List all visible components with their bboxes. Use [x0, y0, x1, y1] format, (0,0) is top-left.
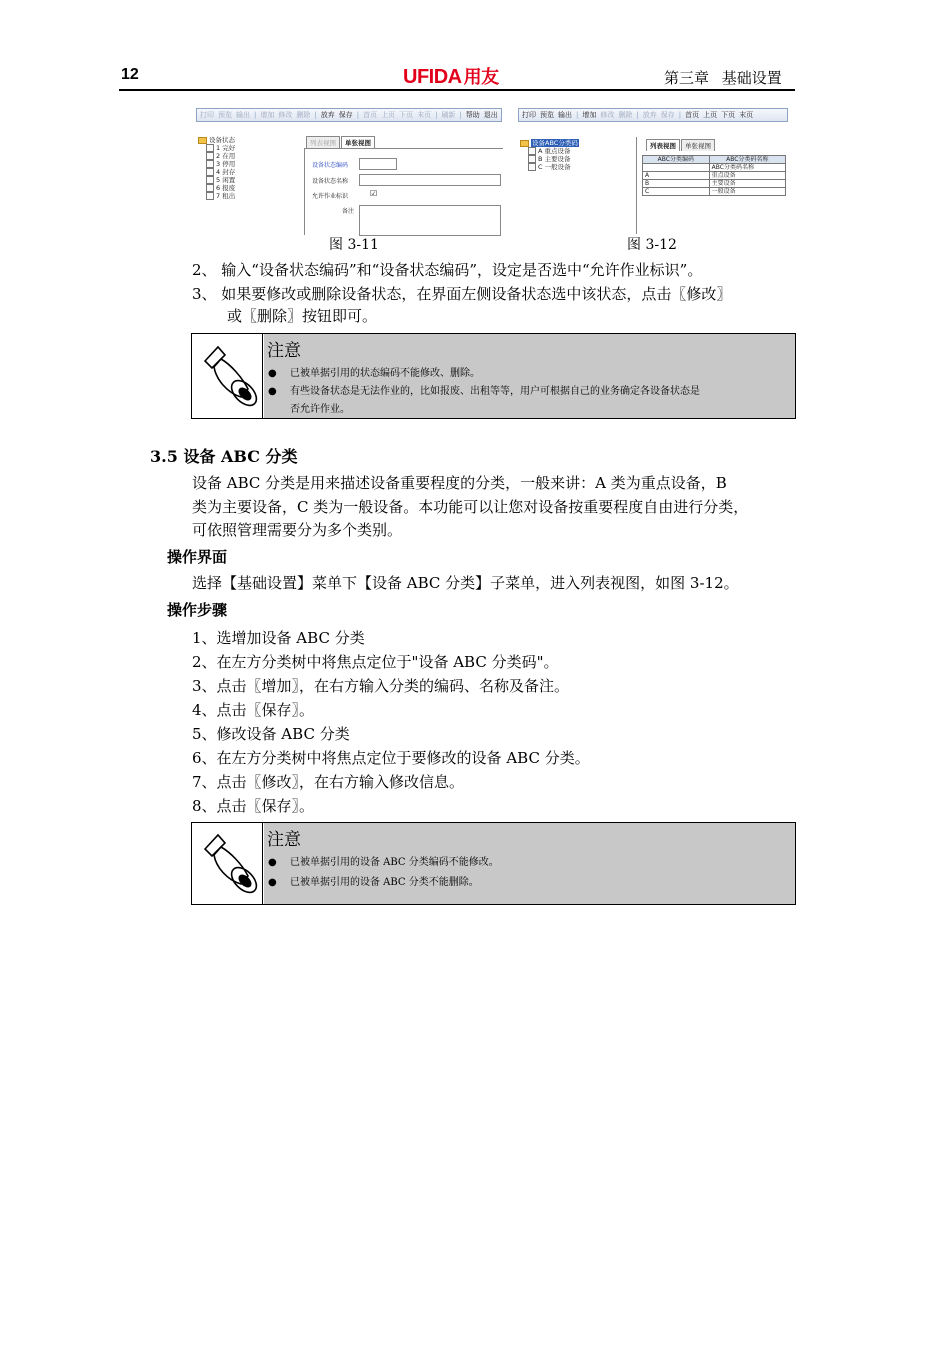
- toolbar-button[interactable]: 末页: [739, 111, 754, 119]
- allow-flag-checkbox[interactable]: ☑: [370, 189, 378, 198]
- toolbar-button[interactable]: 打印: [200, 111, 214, 119]
- tree-item[interactable]: [198, 184, 235, 192]
- toolbar-button[interactable]: 增加: [582, 111, 597, 119]
- toolbar-button[interactable]: 末页: [417, 111, 432, 119]
- toolbar-button[interactable]: 首页: [363, 111, 378, 119]
- status-name-input[interactable]: [359, 174, 501, 186]
- ui-description: 选择【基础设置】菜单下【设备 ABC 分类】子菜单，进入列表视图，如图 3-12。: [192, 574, 739, 592]
- toolbar-button[interactable]: 输出: [236, 111, 250, 119]
- tab-card-view[interactable]: 单张视图: [341, 136, 375, 148]
- caption-3-11: 图 3-11: [329, 237, 379, 253]
- tree-item-label: 5 闲置: [216, 176, 236, 184]
- toolbar-button[interactable]: 放弃: [320, 111, 335, 119]
- step-item: 8、点击〖保存〗。: [192, 797, 315, 815]
- tree-item-label: 1 完好: [216, 144, 236, 152]
- section-para-line1: 设备 ABC 分类是用来描述设备重要程度的分类，一般来讲：A 类为重点设备，B: [192, 474, 727, 492]
- toolbar-separator: |: [576, 111, 579, 119]
- tree-root-node[interactable]: 设备状态: [198, 136, 235, 144]
- fig12-tree-border: [518, 137, 637, 234]
- tree-item-label: C 一般设备: [538, 163, 571, 171]
- toolbar-button[interactable]: 修改: [600, 111, 615, 119]
- step-3-line1: 3、 如果要修改或删除设备状态，在界面左侧设备状态选中该状态，点击〖修改〗: [192, 285, 732, 303]
- note-bullet-cont: 否允许作业。: [290, 404, 350, 415]
- note-body-1: [264, 334, 795, 418]
- toolbar-separator: |: [678, 111, 682, 119]
- tree-item[interactable]: [198, 192, 235, 200]
- toolbar-button[interactable]: 上页: [703, 111, 718, 119]
- document-icon: [206, 160, 214, 168]
- step-item: 7、点击〖修改〗，在右方输入修改信息。: [192, 773, 465, 791]
- grid-header-name[interactable]: ABC分类码名称: [709, 156, 785, 164]
- tree-item-label: A 重点设备: [538, 147, 571, 155]
- tab-list-view[interactable]: 列表视图: [306, 136, 340, 148]
- fig12-tabs: [646, 139, 716, 151]
- toolbar-button[interactable]: 修改: [278, 111, 293, 119]
- toolbar-button[interactable]: 删除: [618, 111, 633, 119]
- bell-icon: [192, 823, 263, 904]
- tree-item[interactable]: [198, 144, 235, 152]
- note-body-2: [264, 823, 795, 904]
- section-heading: 3.5 设备 ABC 分类: [150, 447, 298, 466]
- folder-icon: [198, 137, 207, 144]
- toolbar-separator: |: [314, 111, 317, 119]
- memo-textarea[interactable]: [359, 205, 501, 236]
- step-3-line2: 或〖删除〗按钮即可。: [227, 307, 378, 325]
- toolbar-button[interactable]: 保存: [338, 111, 353, 119]
- tab-card-view[interactable]: 单张视图: [681, 139, 715, 151]
- toolbar-separator: |: [636, 111, 639, 119]
- tab-list-view[interactable]: 列表视图: [646, 139, 680, 151]
- section-para-line3: 可依照管理需要分为多个类别。: [192, 521, 403, 539]
- toolbar-button[interactable]: 放弃: [642, 111, 657, 119]
- toolbar-button[interactable]: 下页: [721, 111, 736, 119]
- grid-cell: 一般设备: [709, 188, 785, 196]
- fig11-toolbar: [196, 108, 502, 122]
- tree-item-label: 2 在用: [216, 152, 236, 160]
- toolbar-button[interactable]: 上页: [381, 111, 396, 119]
- document-icon: [206, 192, 214, 200]
- fig11-tabs: [306, 136, 376, 148]
- document-icon: [206, 176, 214, 184]
- step-item: 6、在左方分类树中将焦点定位于要修改的设备 ABC 分类。: [192, 749, 590, 767]
- label-memo: 备注: [342, 208, 355, 215]
- logo-latin: UFIDA: [403, 66, 462, 88]
- tree-item[interactable]: [198, 152, 235, 160]
- grid-cell: 重点设备: [709, 172, 785, 180]
- step-item: 5、修改设备 ABC 分类: [192, 725, 350, 743]
- grid-row[interactable]: [643, 164, 786, 172]
- tree-item-label: 4 封存: [216, 168, 236, 176]
- tree-item[interactable]: [198, 160, 235, 168]
- tree-item-label: 3 停用: [216, 160, 236, 168]
- step-item: 1、选增加设备 ABC 分类: [192, 629, 365, 647]
- grid-row[interactable]: [643, 172, 786, 180]
- subheading-ui: 操作界面: [167, 548, 228, 566]
- document-icon: [206, 184, 214, 192]
- figure-3-11: [196, 108, 502, 234]
- header-rule: [119, 89, 795, 91]
- ufida-logo: [403, 63, 499, 89]
- toolbar-button[interactable]: 首页: [685, 111, 700, 119]
- toolbar-button[interactable]: 预览: [218, 111, 232, 119]
- toolbar-button[interactable]: 退出: [483, 111, 498, 119]
- document-icon: [206, 168, 214, 176]
- toolbar-button[interactable]: 下页: [399, 111, 414, 119]
- toolbar-separator: |: [459, 111, 462, 119]
- document-icon: [206, 152, 214, 160]
- step-item: 4、点击〖保存〗。: [192, 701, 315, 719]
- grid-cell: 主要设备: [709, 180, 785, 188]
- grid-header-code[interactable]: ABC分类编码: [643, 156, 710, 164]
- fig12-toolbar: [518, 108, 788, 122]
- toolbar-button[interactable]: 删除: [296, 111, 311, 119]
- note-bullet: ● 有些设备状态是无法作业的，比如报废、出租等等，用户可根据自己的业务确定各设备状态是: [268, 386, 700, 397]
- logo-cn: 用友: [463, 67, 499, 87]
- toolbar-separator: |: [435, 111, 438, 119]
- tree-item-label: B 主要设备: [538, 155, 571, 163]
- label-allow-flag: 允许作业标识: [312, 193, 349, 200]
- grid-cell: B: [643, 180, 710, 188]
- abc-category-grid: [642, 155, 786, 196]
- section-para-line2: 类为主要设备，C 类为一般设备。本功能可以让您对设备按重要程度自由进行分类，: [192, 498, 749, 516]
- toolbar-button[interactable]: 保存: [660, 111, 675, 119]
- chapter-title: 第三章 基础设置: [664, 69, 782, 87]
- toolbar-button[interactable]: 预览: [540, 111, 554, 119]
- caption-3-12: 图 3-12: [627, 237, 677, 253]
- label-status-code: 设备状态编码: [312, 162, 349, 169]
- toolbar-button[interactable]: 增加: [260, 111, 275, 119]
- grid-cell: C: [643, 188, 710, 196]
- toolbar-separator: |: [254, 111, 257, 119]
- document-icon: [206, 144, 214, 152]
- tree-item-label: 6 报废: [216, 184, 236, 192]
- grid-row[interactable]: [643, 180, 786, 188]
- tree-item[interactable]: [198, 168, 235, 176]
- note-bullet: ● 已被单据引用的设备 ABC 分类编码不能修改。: [268, 857, 499, 868]
- toolbar-button[interactable]: 刷新: [441, 111, 456, 119]
- step-2: 2、 输入“设备状态编码”和“设备状态编码”，设定是否选中“允许作业标识”。: [192, 261, 703, 279]
- toolbar-button[interactable]: 打印: [522, 111, 536, 119]
- page-number: 12: [121, 66, 139, 83]
- step-item: 3、点击〖增加〗，在右方输入分类的编码、名称及备注。: [192, 677, 570, 695]
- note-title: 注意: [267, 830, 301, 850]
- step-item: 2、在左方分类树中将焦点定位于"设备 ABC 分类码"。: [192, 653, 559, 671]
- figure-3-12: [518, 108, 788, 234]
- label-status-name: 设备状态名称: [312, 178, 349, 185]
- grid-row[interactable]: [643, 188, 786, 196]
- tree-root-node[interactable]: 设备ABC分类码: [520, 139, 579, 147]
- toolbar-separator: |: [356, 111, 360, 119]
- grid-cell: [643, 164, 710, 172]
- bell-icon: [192, 334, 263, 418]
- note-box-2: [191, 822, 796, 905]
- note-bullet: ● 已被单据引用的设备 ABC 分类不能删除。: [268, 877, 479, 888]
- toolbar-button[interactable]: 帮助: [465, 111, 480, 119]
- note-bullet: ● 已被单据引用的状态编码不能修改、删除。: [268, 368, 480, 379]
- grid-cell: A: [643, 172, 710, 180]
- status-code-input[interactable]: [359, 158, 397, 170]
- grid-cell: ABC分类码名称: [709, 164, 785, 172]
- fig11-tree: [198, 136, 235, 200]
- note-title: 注意: [267, 341, 301, 361]
- note-box-1: [191, 333, 796, 419]
- tree-item[interactable]: [198, 176, 235, 184]
- tree-item-label: 7 租出: [216, 192, 236, 200]
- toolbar-button[interactable]: 输出: [558, 111, 572, 119]
- subheading-steps: 操作步骤: [167, 601, 228, 619]
